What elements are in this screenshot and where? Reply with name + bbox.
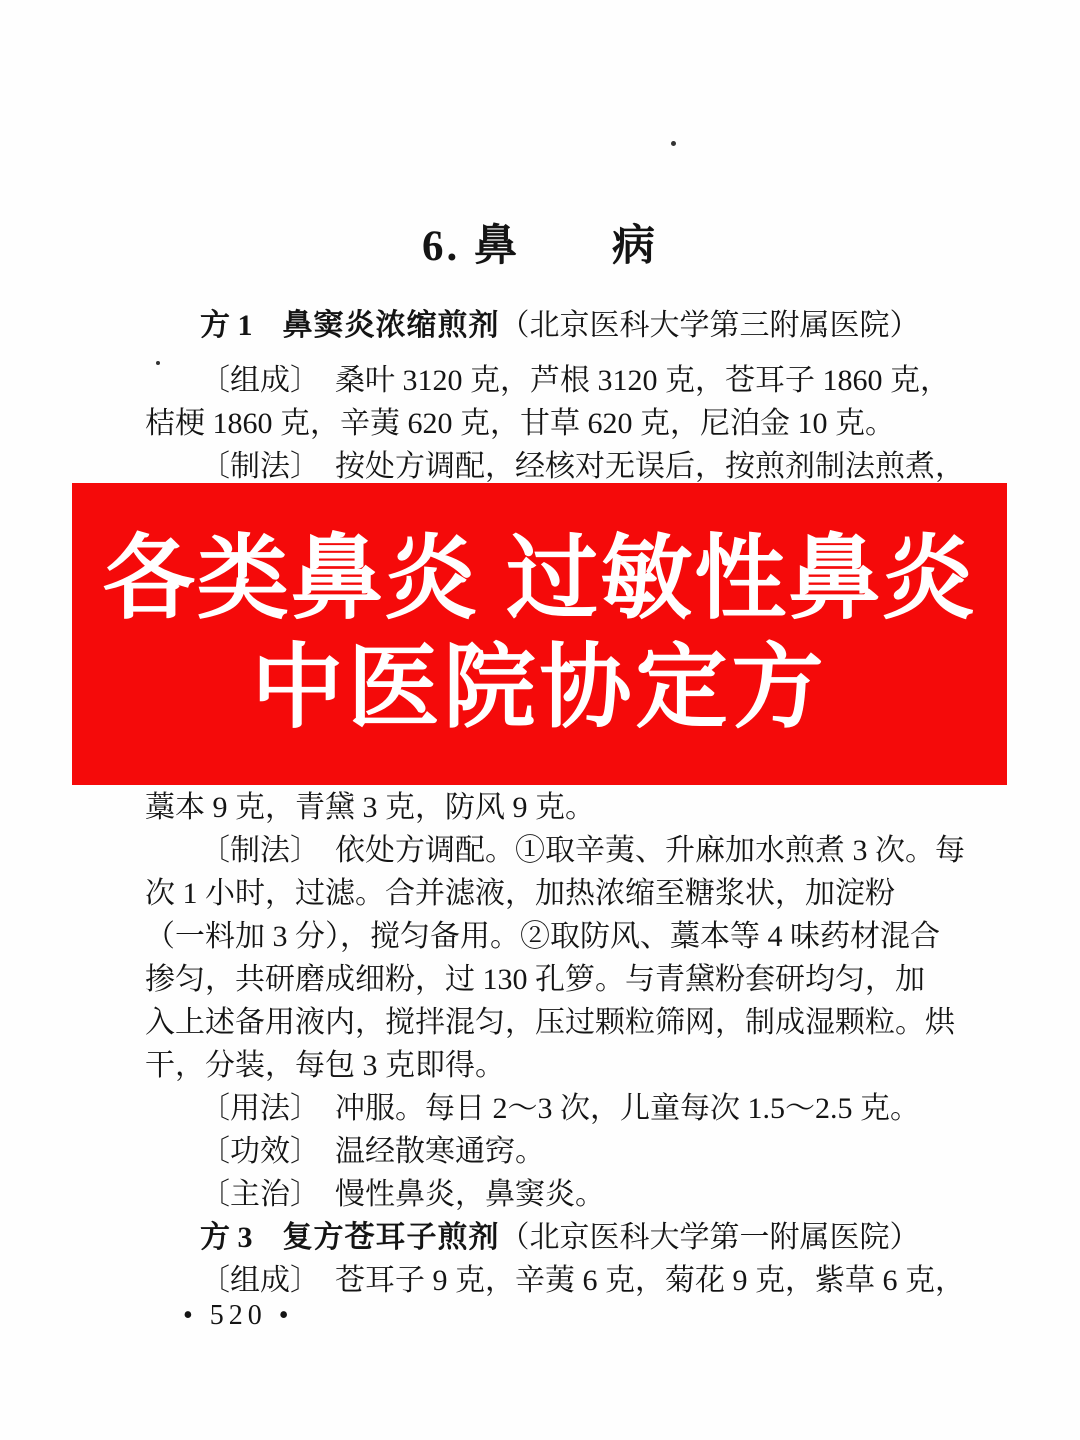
promo-banner-line-2: 中医院协定方 <box>251 637 828 739</box>
scan-speck <box>671 141 676 146</box>
text-line: 藁本 9 克，青黛 3 克，防风 9 克。 <box>145 791 595 824</box>
text-line: 次 1 小时，过滤。合并滤液，加热浓缩至糖浆状，加淀粉 <box>145 877 895 910</box>
prescription-2-section <box>145 786 965 1302</box>
text-line: 〔主治〕 慢性鼻炎，鼻窦炎。 <box>200 1178 605 1211</box>
text-line: 〔用法〕 冲服。每日 2～3 次，儿童每次 1.5～2.5 克。 <box>200 1092 920 1125</box>
chapter-title: 6. 鼻 病 <box>422 223 658 270</box>
rx3-title: 复方苍耳子煎剂 <box>282 1221 500 1254</box>
rx1-heading <box>145 304 965 347</box>
rx1-title: 鼻窦炎浓缩煎剂 <box>282 309 500 342</box>
rx3-heading <box>145 1216 965 1259</box>
text-line: 干，分装，每包 3 克即得。 <box>145 1049 505 1082</box>
rx1-number: 方 1 <box>200 309 253 342</box>
page-number: • 520 • <box>183 1300 294 1331</box>
text-line: 入上述备用液内，搅拌混匀，压过颗粒筛网，制成湿颗粒。烘 <box>145 1006 955 1039</box>
text-line: 〔功效〕 温经散寒通窍。 <box>200 1135 545 1168</box>
rx3-source: （北京医科大学第一附属医院） <box>499 1221 920 1254</box>
prescription-1-section <box>145 304 965 488</box>
rx1-source: （北京医科大学第三附属医院） <box>499 309 920 342</box>
text-line: 掺匀，共研磨成细粉，过 130 孔箩。与青黛粉套研均匀，加 <box>145 963 925 996</box>
promo-banner-line-1: 各类鼻炎 过敏性鼻炎 <box>102 528 977 631</box>
promo-banner <box>72 483 1007 785</box>
text-line: （一料加 3 分），搅匀备用。②取防风、藁本等 4 味药材混合 <box>145 920 940 953</box>
text-line: 〔制法〕 依处方调配。①取辛荑、升麻加水煎煮 3 次。每 <box>200 834 965 867</box>
text-line: 〔组成〕 苍耳子 9 克，辛荑 6 克，菊花 9 克，紫草 6 克， <box>200 1264 965 1297</box>
text-line: 桔梗 1860 克，辛荑 620 克，甘草 620 克，尼泊金 10 克。 <box>145 407 895 440</box>
text-line: 〔制法〕 按处方调配，经核对无误后，按煎剂制法煎煮， <box>200 450 965 483</box>
rx3-number: 方 3 <box>200 1221 253 1254</box>
text-line: 〔组成〕 桑叶 3120 克，芦根 3120 克，苍耳子 1860 克， <box>200 364 950 397</box>
